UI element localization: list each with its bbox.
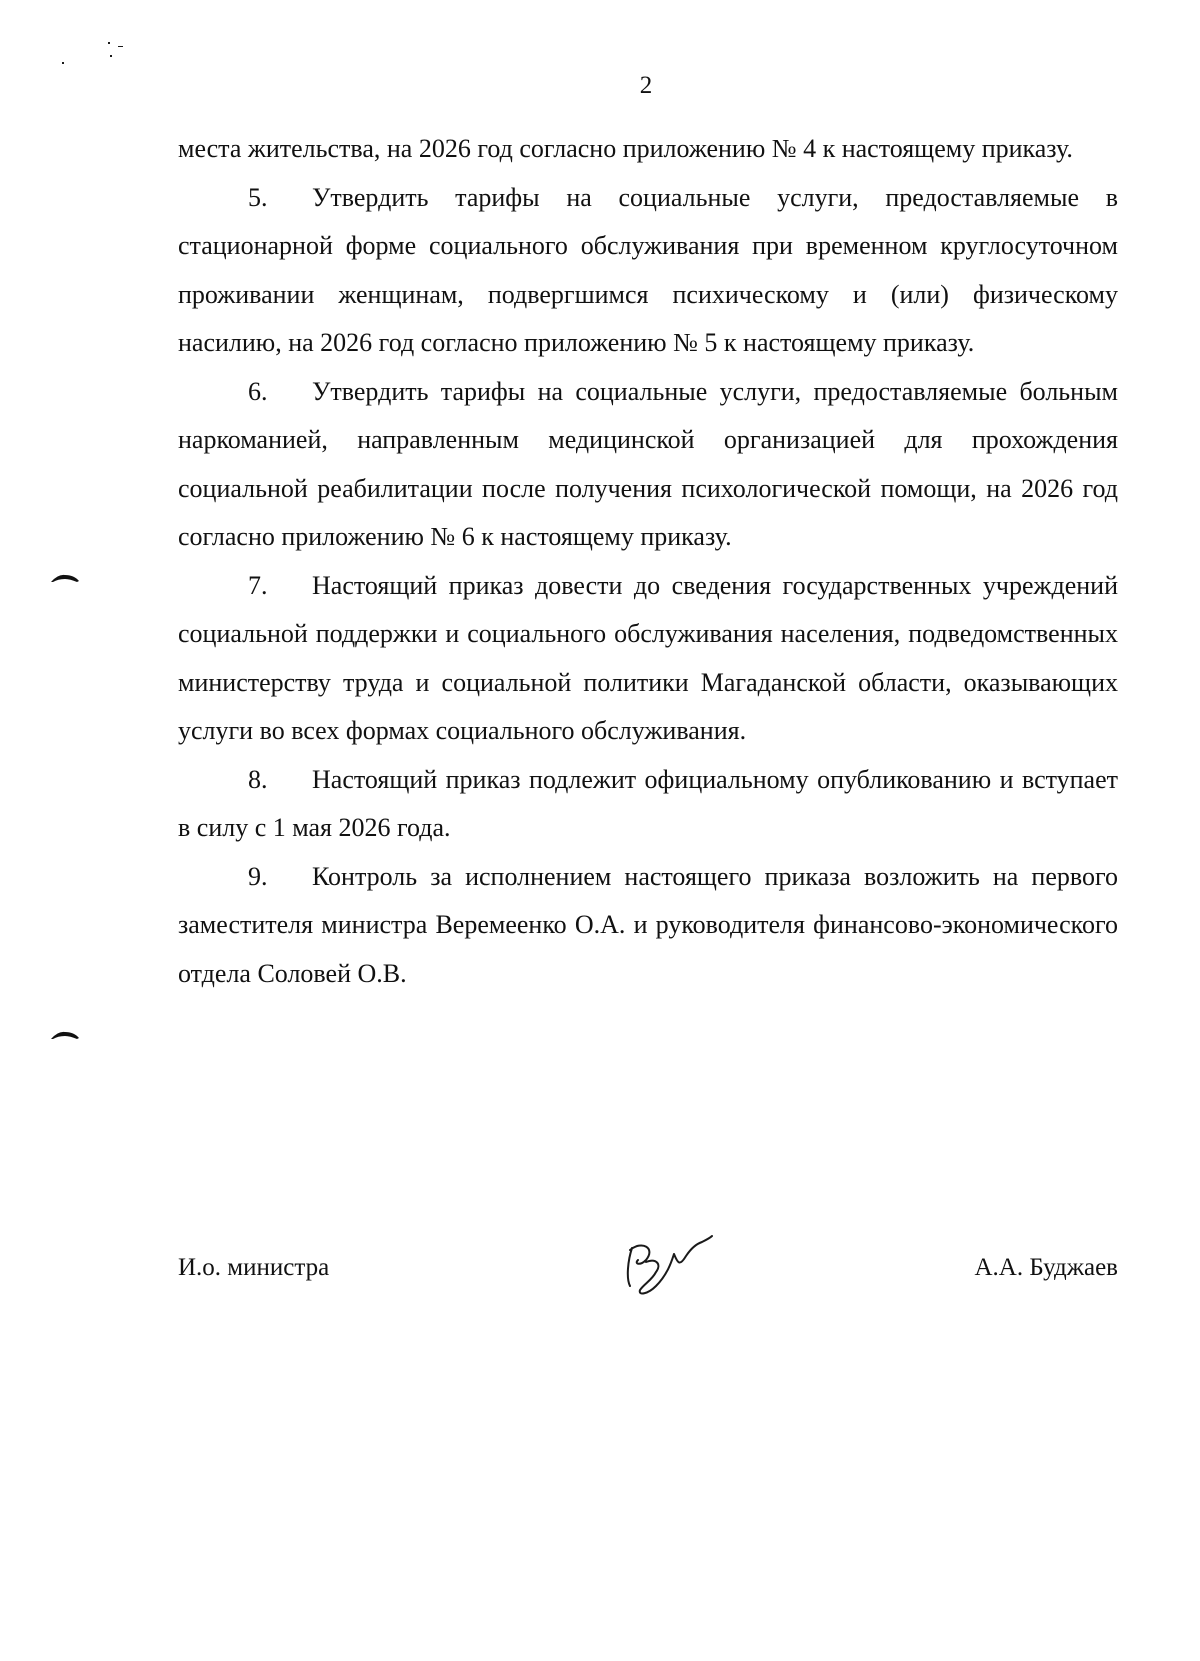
paragraph-text: Контроль за исполнением настоящего приказа возложить на первого заместителя министра Веремеенко О.А. и руководителя финансово-экономического отдела Соловей О.В. xyxy=(178,861,1118,988)
punch-hole-mark xyxy=(50,573,80,583)
paragraph-text: Настоящий приказ подлежит официальному опубликованию и вступает в силу с 1 мая 2026 года. xyxy=(178,764,1118,842)
page-number: 2 xyxy=(639,72,653,99)
scan-speck xyxy=(108,42,110,44)
scan-speck xyxy=(118,46,123,47)
paragraph-item-5 xyxy=(178,174,1118,368)
item-number: 9. xyxy=(248,861,268,891)
paragraph-item-7 xyxy=(178,562,1118,756)
paragraph-item-6 xyxy=(178,368,1118,562)
paragraph-text: Утвердить тарифы на социальные услуги, предоставляемые больным наркоманией, направленным медицинской организацией для прохождения социальной реабилитации после получения психологической помощи, на 2026 год согласно приложению № 6 к настоящему приказу. xyxy=(178,376,1118,551)
paragraph-text: места жительства, на 2026 год согласно приложению № 4 к настоящему приказу. xyxy=(178,134,1073,163)
item-number: 7. xyxy=(248,570,268,600)
paragraph-text: Утвердить тарифы на социальные услуги, предоставляемые в стационарной форме социального обслуживания при временном круглосуточном проживании женщинам, подвергшимся психическому и (или) физическому насилию, на 2026 год согласно приложению № 5 к настоящему приказу. xyxy=(178,182,1118,357)
signatory-name: А.А. Буджаев xyxy=(974,1254,1118,1281)
scan-speck xyxy=(62,62,64,64)
signature-block xyxy=(178,1220,1118,1300)
paragraph-text: Настоящий приказ довести до сведения государственных учреждений социальной поддержки и социального обслуживания населения, подведомственных министерству труда и социальной политики Магаданской области, оказывающих услуги во всех формах социального обслуживания. xyxy=(178,570,1118,745)
paragraph-item-8 xyxy=(178,756,1118,853)
punch-hole-mark xyxy=(50,1030,80,1040)
document-body xyxy=(178,125,1118,998)
item-number: 6. xyxy=(248,376,268,406)
item-number: 8. xyxy=(248,764,268,794)
item-number: 5. xyxy=(248,182,268,212)
paragraph-item-9 xyxy=(178,853,1118,999)
handwritten-signature-icon xyxy=(616,1220,726,1300)
signatory-position: И.о. министра xyxy=(178,1254,330,1281)
paragraph-continuation xyxy=(178,125,1118,174)
scan-speck xyxy=(110,55,112,57)
